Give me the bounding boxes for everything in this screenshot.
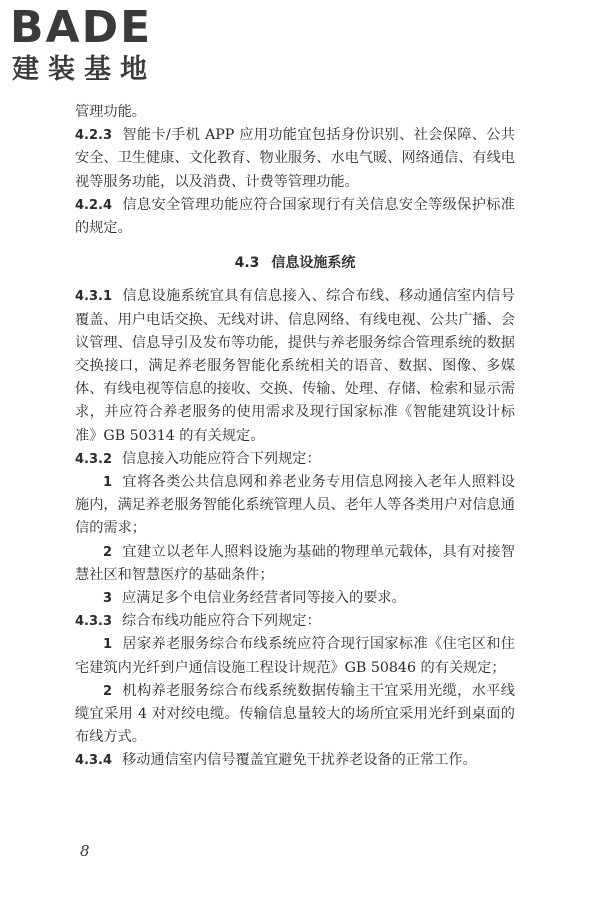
clause-text: 信息接入功能应符合下列规定： [122,450,321,467]
item-text: 宜建立以老年人照料设施为基础的物理单元载体，具有对接智慧社区和智慧医疗的基础条件； [75,543,515,583]
clause-4-3-2 [75,448,515,471]
clause-text: 综合布线功能应符合下列规定： [122,613,321,630]
item-number: 3 [103,591,113,607]
list-item [75,541,515,587]
list-item [75,633,515,679]
item-text: 居家养老服务综合布线系统应符合现行国家标准《住宅区和住宅建筑内光纤到户通信设施工程设计规范》GB 50846 的有关规定； [75,636,515,676]
item-text: 机构养老服务综合布线系统数据传输主干宜采用光缆，水平线缆宜采用 4 对对绞电缆。传输信息量较大的场所宜采用光纤到桌面的布线方式。 [75,682,515,746]
bade-logo [10,4,170,90]
section-heading [75,252,515,275]
clause-number: 4.3.1 [75,289,113,305]
logo-subtitle: 建装基地 [12,54,156,85]
item-number: 2 [103,544,113,560]
clause-number: 4.3.3 [75,614,113,630]
clause-number: 4.3.2 [75,451,113,467]
logo-brand-text: BADE [10,2,153,53]
section-number: 4.3 [234,255,260,272]
item-text: 宜将各类公共信息网和养老业务专用信息网接入老年人照料设施内，满足养老服务智能化系统管理人员、老年人等各类用户对信息通信的需求； [75,474,515,537]
document-body [75,101,515,773]
clause-4-2-3 [75,124,515,194]
clause-number: 4.3.4 [75,753,113,769]
clause-number: 4.2.3 [75,128,113,144]
list-item [75,680,515,750]
clause-text: 信息安全管理功能应符合国家现行有关信息安全等级保护标准的规定。 [75,196,515,237]
clause-number: 4.2.4 [75,197,113,213]
clause-4-3-1 [75,285,515,447]
page-number: 8 [80,842,90,860]
list-item [75,587,515,610]
item-number: 2 [103,683,113,699]
list-item [75,471,515,541]
section-title: 信息设施系统 [271,255,356,272]
item-number: 1 [103,475,113,491]
item-text: 应满足多个电信业务经营者同等接入的要求。 [122,590,406,607]
item-number: 1 [103,637,113,653]
continuation-line: 管理功能。 [75,104,146,120]
clause-text: 信息设施系统宜具有信息接入、综合布线、移动通信室内信号覆盖、用户电话交换、无线对讲、信息网络、有线电视、公共广播、会议管理、信息导引及发布等功能，提供与养老服务综合管理系统的数据交换接口，满足养老服务智能化系统相关的语音、数据、图像、多媒体、有线电视等信息的接收、交换、传输、处理、存储、检索和显示需求，并应符合养老服务的使用需求及现行国家标准《智能建筑设计标准》GB 50314 的有关规定。 [75,288,515,444]
clause-4-3-3 [75,610,515,633]
clause-text: 移动通信室内信号覆盖宜避免干扰养老设备的正常工作。 [122,752,477,769]
clause-4-2-4 [75,194,515,240]
clause-4-3-4 [75,749,515,772]
clause-text: 智能卡/手机 APP 应用功能宜包括身份识别、社会保障、公共安全、卫生健康、文化教育、物业服务、水电气暖、网络通信、有线电视等服务功能，以及消费、计费等管理功能。 [75,127,515,190]
